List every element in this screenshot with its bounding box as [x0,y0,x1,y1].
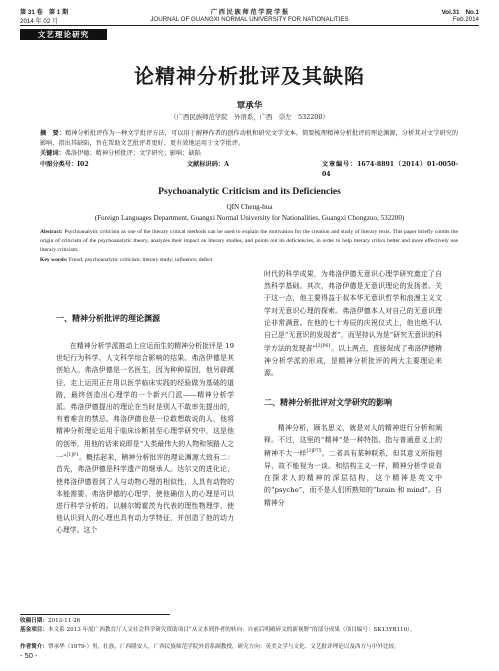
fund-note [20,626,479,635]
author-name-en: QIN Cheng-hua [226,203,273,211]
journal-name-en: JOURNAL OF GUANGXI NORMAL UNIVERSITY FOR NATIONALITIES [150,16,349,23]
author-bio-value: 覃承华（1979-）男，壮族，广西隆安人，广西民族师范学院外语系副教授，研究方向：英美文学与文化、文艺批评理论以及西方与中外比较。 [47,644,400,650]
volume-issue-en: Vol.31 No.1 [441,9,479,16]
affiliation-cn: （广西民族师范学院 外语系，广西 崇左 532200） [170,113,329,121]
keywords-cn-label: 关键词： [40,150,65,157]
clc-number: 中图分类号：I02 [40,161,89,168]
keywords-en-text: Freud; psychoanalytic criticism; literary study; influence; defect [68,257,213,263]
keywords-en-label: Key words: [40,257,68,263]
volume-issue-cn: 第 31 卷 第 1 期 [20,9,69,16]
affiliation-en: (Foreign Languages Department, Guangxi Normal University for Nationalities, Guangxi Chongzuo, 532200) [94,214,405,222]
section-2-para-1b: 。二者具有某种联系，但其意义所指迥异，故不能视为一谈。和结构主义一样，精神分析学说肯在探求人的精神的深层结构，这个精神是英文中的“psyche”，而不是人们所熟知的“brain 和 mind”。自精神分 [264,449,443,507]
section-2-heading: 二、精神分析批评对文学研究的影响 [264,398,392,407]
right-col-para-b: 。以上两点，直接促成了弗洛伊德精神分析学派的形成，是精神分析批评的两大主要理论来源。 [264,344,442,377]
article-title-en: Psychoanalytic Criticism and its Deficiencies [158,186,341,197]
section-1-heading: 一、精神分析批评的理论渊源 [56,314,160,323]
right-column-top-text [264,268,442,379]
keywords-cn-text: 弗洛伊德；精神分析批评；文学研究；影响；缺陷 [64,150,201,157]
citation-3: [3]P75 [306,449,322,455]
classification-row [40,160,458,178]
article-title-cn: 论精神分析批评及其缺陷 [134,64,365,88]
author-name-cn: 覃承华 [236,101,263,111]
section-1-para-1: 在精神分析学派推动上应运而生的精神分析批评是 19 世纪行为科学、人文科学综合影响的结果。弗洛伊德是其创始人。弗洛伊德是一名医生，因为种种原因，他另辟蹊径，走上运用正在用以医学临床实践的经验做为基础的道路，最终创造出心理学的一个新兴门派——精神分析学派。弗洛伊德提出的理论在当时是别人不敢率先提出的，有着难言的禁忌。弗洛伊德也是一位敢想敢说的人，他将精神分析理论运用于临床诊断甚至心理学研究中，这是他的创举，用他的话来说即是“人类最伟大的人物和领路人之一” [56,342,234,462]
author-bio-label: 作者简介： [20,644,48,650]
abstract-cn-label: 摘 要： [40,130,65,137]
received-date [20,617,479,626]
section-1-body [56,340,234,537]
citation-2: [2]P61 [316,344,332,350]
abstract-en-label: Abstract: [40,229,63,235]
abstract-en [40,228,458,255]
header-rule [20,25,479,26]
date-en: Feb.2014 [452,16,479,23]
abstract-en-text: Psychoanalytic criticism as one of the literary critical methods can be used to explain the motivation for the creation and study of literary texts. This paper briefly combs the origin of criticism of the psychoanalytic theory, analyzes their impact on literary studies, and points out its deficiencies, in order to help literary critics better and more effectively use literary criticism. [40,229,458,253]
received-label: 收稿日期： [20,618,48,624]
fund-label: 基金项目： [20,627,48,633]
received-value: 2013-11-26 [47,618,81,624]
section-1-para-1b: 。概括起来，精神分析批评的理论渊源大致有二：首先，弗洛伊德是科学遗产的继承人。达尔文的进化论，使弗洛伊德看到了人与动物心理的相似性，人具有动物的本能需要。弗洛伊德的心理学，使他确信人的心理是可以进行科学分析的。以赫尔姆霍茨为代表的理性物理学，使他认识到人的心理也具有动力学特征，并创造了他的动力心理学。这个 [56,453,234,535]
column-tag: 文艺理论研究 [20,29,107,40]
footnote-rule [20,614,170,615]
fund-value: 本文系 2013 年度广西教育厅人文社会科学研究资助项目“从文本到作者的转向：自前后明破碎文的新视野”的部分成果（项目编号：SK13YB110）。 [47,627,416,633]
page-number: - 50 - [20,651,38,660]
article-number: 文章编号：1674-8891（2014）01-0050-04 [322,161,458,178]
abstract-cn-text: 精神分析批评作为一种文学批评方法，可以用于解释作者的创作动机和研究文学文本。简要梳理精神分析批评的理论渊源，分析其对文学研究的影响，指出其缺陷，旨在帮助文艺批评者更好、更有效地运用于文学批评。 [40,130,459,147]
citation-1: [1]P1 [66,452,79,458]
right-col-para: 时代的科学成果，为弗洛伊德无意识心理学研究奠定了自然科学基础。其次，弗洛伊德是无意识理论的发扬者。关于这一点，他主要得益于叔本华无意识哲学和浪漫主义文学对无意识心理的探索。弗洛伊德本人对自己的无意识理论非常满意。在他的七十寿辰的庆祝仪式上，他也绝不认自己是“无意识的发现者”，而坚持认为是“研究无意识的科学方法的发现者” [264,270,442,353]
date-cn: 2014 年 02 月 [20,18,59,25]
section-2-para-1: 精神分析，顾名思义，就是对人的精神进行分析和阐释。不过，这里的“精神”是一种特指，指与普通意义上的精神不大一样 [264,424,442,458]
journal-name-cn: 广 西 民 族 师 范 学 院 学 报 [210,9,289,16]
keywords-en [40,256,458,266]
section-2-body [264,422,442,509]
author-bio [20,643,479,652]
abstract-cn [40,129,458,149]
document-code: 文献标识码：A [187,161,229,168]
keywords-cn [40,149,458,159]
